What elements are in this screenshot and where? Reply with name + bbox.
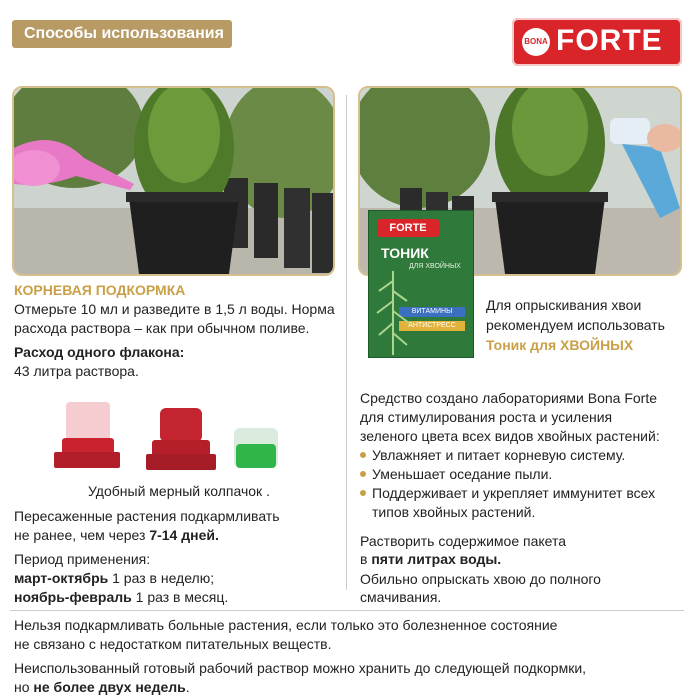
dissolve-volume: пяти литрах воды. <box>371 551 502 567</box>
dosage-line-1: Отмерьте 10 мл и разведите в 1,5 л воды. Норма <box>14 301 335 317</box>
description-line-2: для стимулирования роста и усиления <box>360 409 613 425</box>
footer-line-1: Нельзя подкармливать больные растения, если только это болезненное состояние <box>14 617 558 633</box>
benefit-item: Уменьшает оседание пыли. <box>360 465 680 484</box>
bona-forte-logo <box>512 18 682 66</box>
consumption-value: 43 литра раствора. <box>14 363 139 379</box>
dissolve-line-2 <box>360 550 501 569</box>
benefit-item: Поддерживает и укрепляет иммунитет всех <box>360 484 680 503</box>
transplant-days: 7-14 дней. <box>149 527 219 543</box>
footer-divider <box>10 610 684 611</box>
pack-tag-vitamins: ВИТАМИНЫ <box>399 307 465 317</box>
measuring-caps-image <box>48 398 288 478</box>
footer-line-4-end: . <box>185 679 190 695</box>
period-winter-rate: 1 раз в месяц. <box>131 589 229 605</box>
pack-brand: FORTE <box>377 219 439 237</box>
cap-caption: Удобный мерный колпачок . <box>88 483 270 499</box>
benefit-item-cont: типов хвойных растений. <box>372 504 536 520</box>
spray-line-1: Для опрыскивания хвои <box>486 297 642 313</box>
tonic-product-pack <box>368 210 474 358</box>
benefit-item: Увлажняет и питает корневую систему. <box>360 446 680 465</box>
description-line-1: Средство создано лабораториями Bona Forte <box>360 390 658 406</box>
consumption-label: Расход одного флакона: <box>14 344 185 360</box>
pine-branch-icon <box>373 271 413 355</box>
spray-thorough-line-2: смачивания. <box>360 589 442 605</box>
section-title: Способы использования <box>12 20 232 48</box>
logo-forte-text: FORTE <box>556 24 663 57</box>
period-summer-rate: 1 раз в неделю; <box>108 570 215 586</box>
footer-line-4 <box>14 678 190 697</box>
pack-tag-antistress: АНТИСТРЕСС <box>399 321 465 331</box>
column-divider <box>346 95 347 590</box>
description-line-3: зеленого цвета всех видов хвойных растений: <box>360 428 660 444</box>
logo-bona-text: BONA <box>522 28 550 56</box>
transplant-line-2 <box>14 526 219 545</box>
tonic-product-name: Тоник для ХВОЙНЫХ <box>486 337 634 353</box>
pack-name: ТОНИК <box>381 245 429 261</box>
footer-line-3: Неиспользованный готовый рабочий раствор можно хранить до следующей подкормки, <box>14 660 587 676</box>
footer-storage-limit: не более двух недель <box>33 679 186 695</box>
period-label: Период применения: <box>14 551 151 567</box>
root-feeding-heading: КОРНЕВАЯ ПОДКОРМКА <box>14 282 186 298</box>
spray-line-2: рекомендуем использовать <box>486 317 665 333</box>
watering-photo <box>12 86 335 276</box>
pack-sub: ДЛЯ ХВОЙНЫХ <box>409 263 461 270</box>
period-winter <box>14 588 228 607</box>
dissolve-prefix: в <box>360 551 372 567</box>
footer-line-4-prefix: но <box>14 679 34 695</box>
period-summer <box>14 569 214 588</box>
spray-thorough-line-1: Обильно опрыскать хвою до полного <box>360 571 601 587</box>
benefits-list <box>360 446 680 503</box>
dosage-line-2: расхода раствора – как при обычном поливе. <box>14 320 310 336</box>
period-summer-months: март-октябрь <box>14 570 109 586</box>
footer-line-2: не связано с недостатком питательных веществ. <box>14 636 332 652</box>
transplant-text: не ранее, чем через <box>14 527 150 543</box>
transplant-line-1: Пересаженные растения подкармливать <box>14 508 280 524</box>
period-winter-months: ноябрь-февраль <box>14 589 132 605</box>
dissolve-line-1: Растворить содержимое пакета <box>360 533 567 549</box>
